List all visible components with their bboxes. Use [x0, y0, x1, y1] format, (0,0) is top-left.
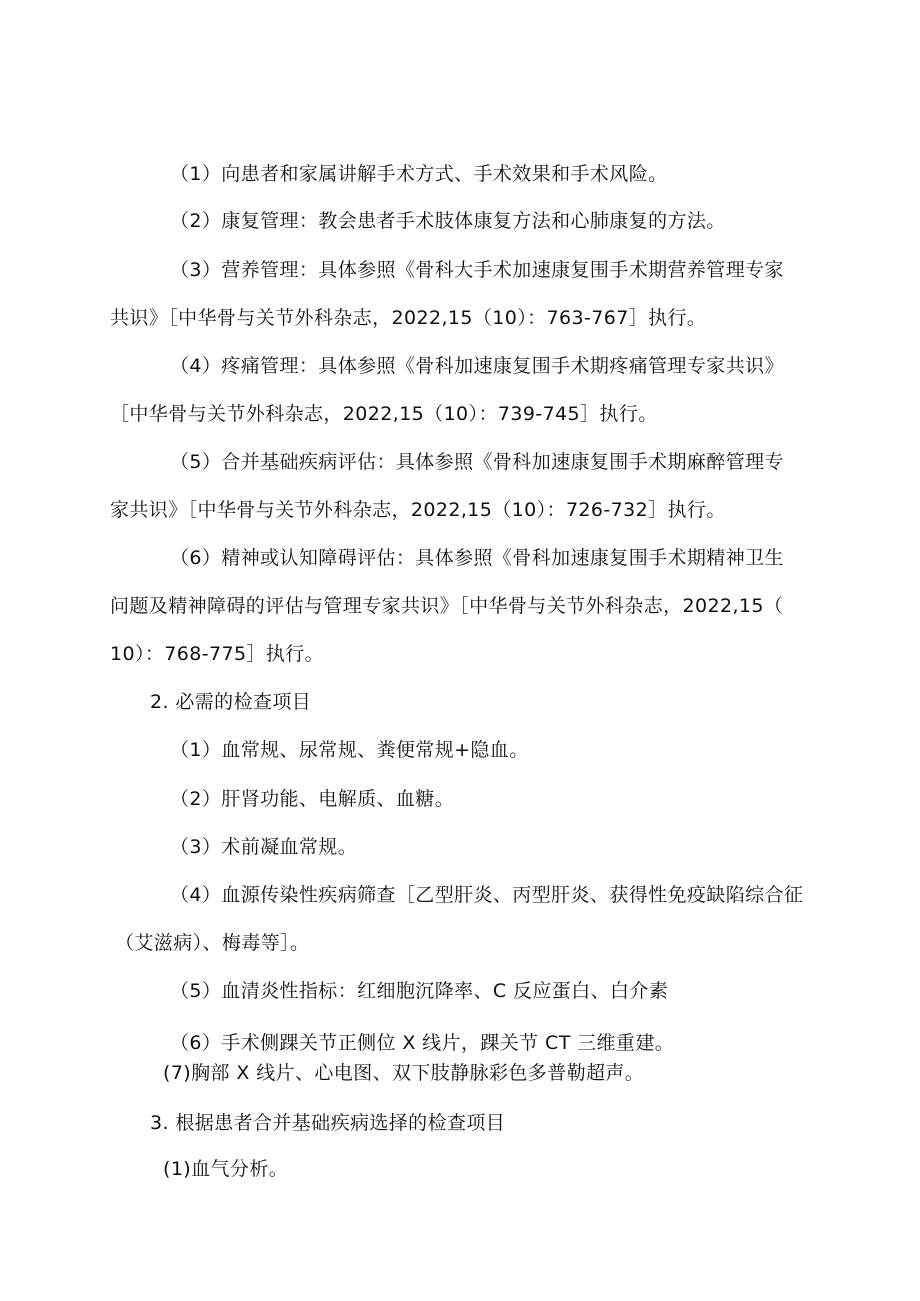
paragraph-line-1: （1）向患者和家属讲解手术方式、手术效果和手术风险。: [170, 163, 668, 185]
paragraph-line-17: （艾滋病）、梅毒等］。: [115, 932, 310, 954]
paragraph-line-11: 10）：768-775］执行。: [110, 643, 325, 665]
paragraph-line-5: （4）疼痛管理：具体参照《骨科加速康复围手术期疼痛管理专家共识》: [170, 355, 784, 377]
paragraph-line-8: 家共识》［中华骨与关节外科杂志，2022,15（10）：726-732］执行。: [110, 499, 726, 521]
paragraph-line-9: （6）精神或认知障碍评估：具体参照《骨科加速康复围手术期精神卫生: [170, 547, 784, 569]
paragraph-line-18: （5）血清炎性指标：红细胞沉降率、C 反应蛋白、白介素: [170, 980, 669, 1002]
paragraph-line-4: 共识》［中华骨与关节外科杂志，2022,15（10）：763-767］执行。: [110, 307, 707, 329]
paragraph-line-16: （4）血源传染性疾病筛查［乙型肝炎、丙型肝炎、获得性免疫缺陷综合征: [170, 884, 804, 906]
paragraph-line-19: （6）手术侧踝关节正侧位 X 线片，踝关节 CT 三维重建。: [170, 1032, 675, 1054]
paragraph-line-22: (1)血气分析。: [163, 1158, 289, 1180]
paragraph-line-14: （2）肝肾功能、电解质、血糖。: [170, 788, 455, 810]
paragraph-line-2: （2）康复管理：教会患者手术肢体康复方法和心肺康复的方法。: [170, 210, 726, 232]
paragraph-line-7: （5）合并基础疾病评估：具体参照《骨科加速康复围手术期麻醉管理专: [170, 451, 784, 473]
section-heading-required-tests: 2. 必需的检查项目: [150, 691, 312, 713]
paragraph-line-13: （1）血常规、尿常规、粪便常规+隐血。: [170, 739, 529, 761]
section-heading-optional-tests: 3. 根据患者合并基础疾病选择的检查项目: [150, 1112, 506, 1134]
paragraph-line-10: 问题及精神障碍的评估与管理专家共识》［中华骨与关节外科杂志，2022,15（: [110, 595, 784, 617]
paragraph-line-15: （3）术前凝血常规。: [170, 836, 358, 858]
paragraph-line-3: （3）营养管理：具体参照《骨科大手术加速康复围手术期营养管理专家: [170, 259, 784, 281]
paragraph-line-20: (7)胸部 X 线片、心电图、双下肢静脉彩色多普勒超声。: [163, 1062, 645, 1084]
paragraph-line-6: ［中华骨与关节外科杂志，2022,15（10）：739-745］执行。: [110, 403, 658, 425]
